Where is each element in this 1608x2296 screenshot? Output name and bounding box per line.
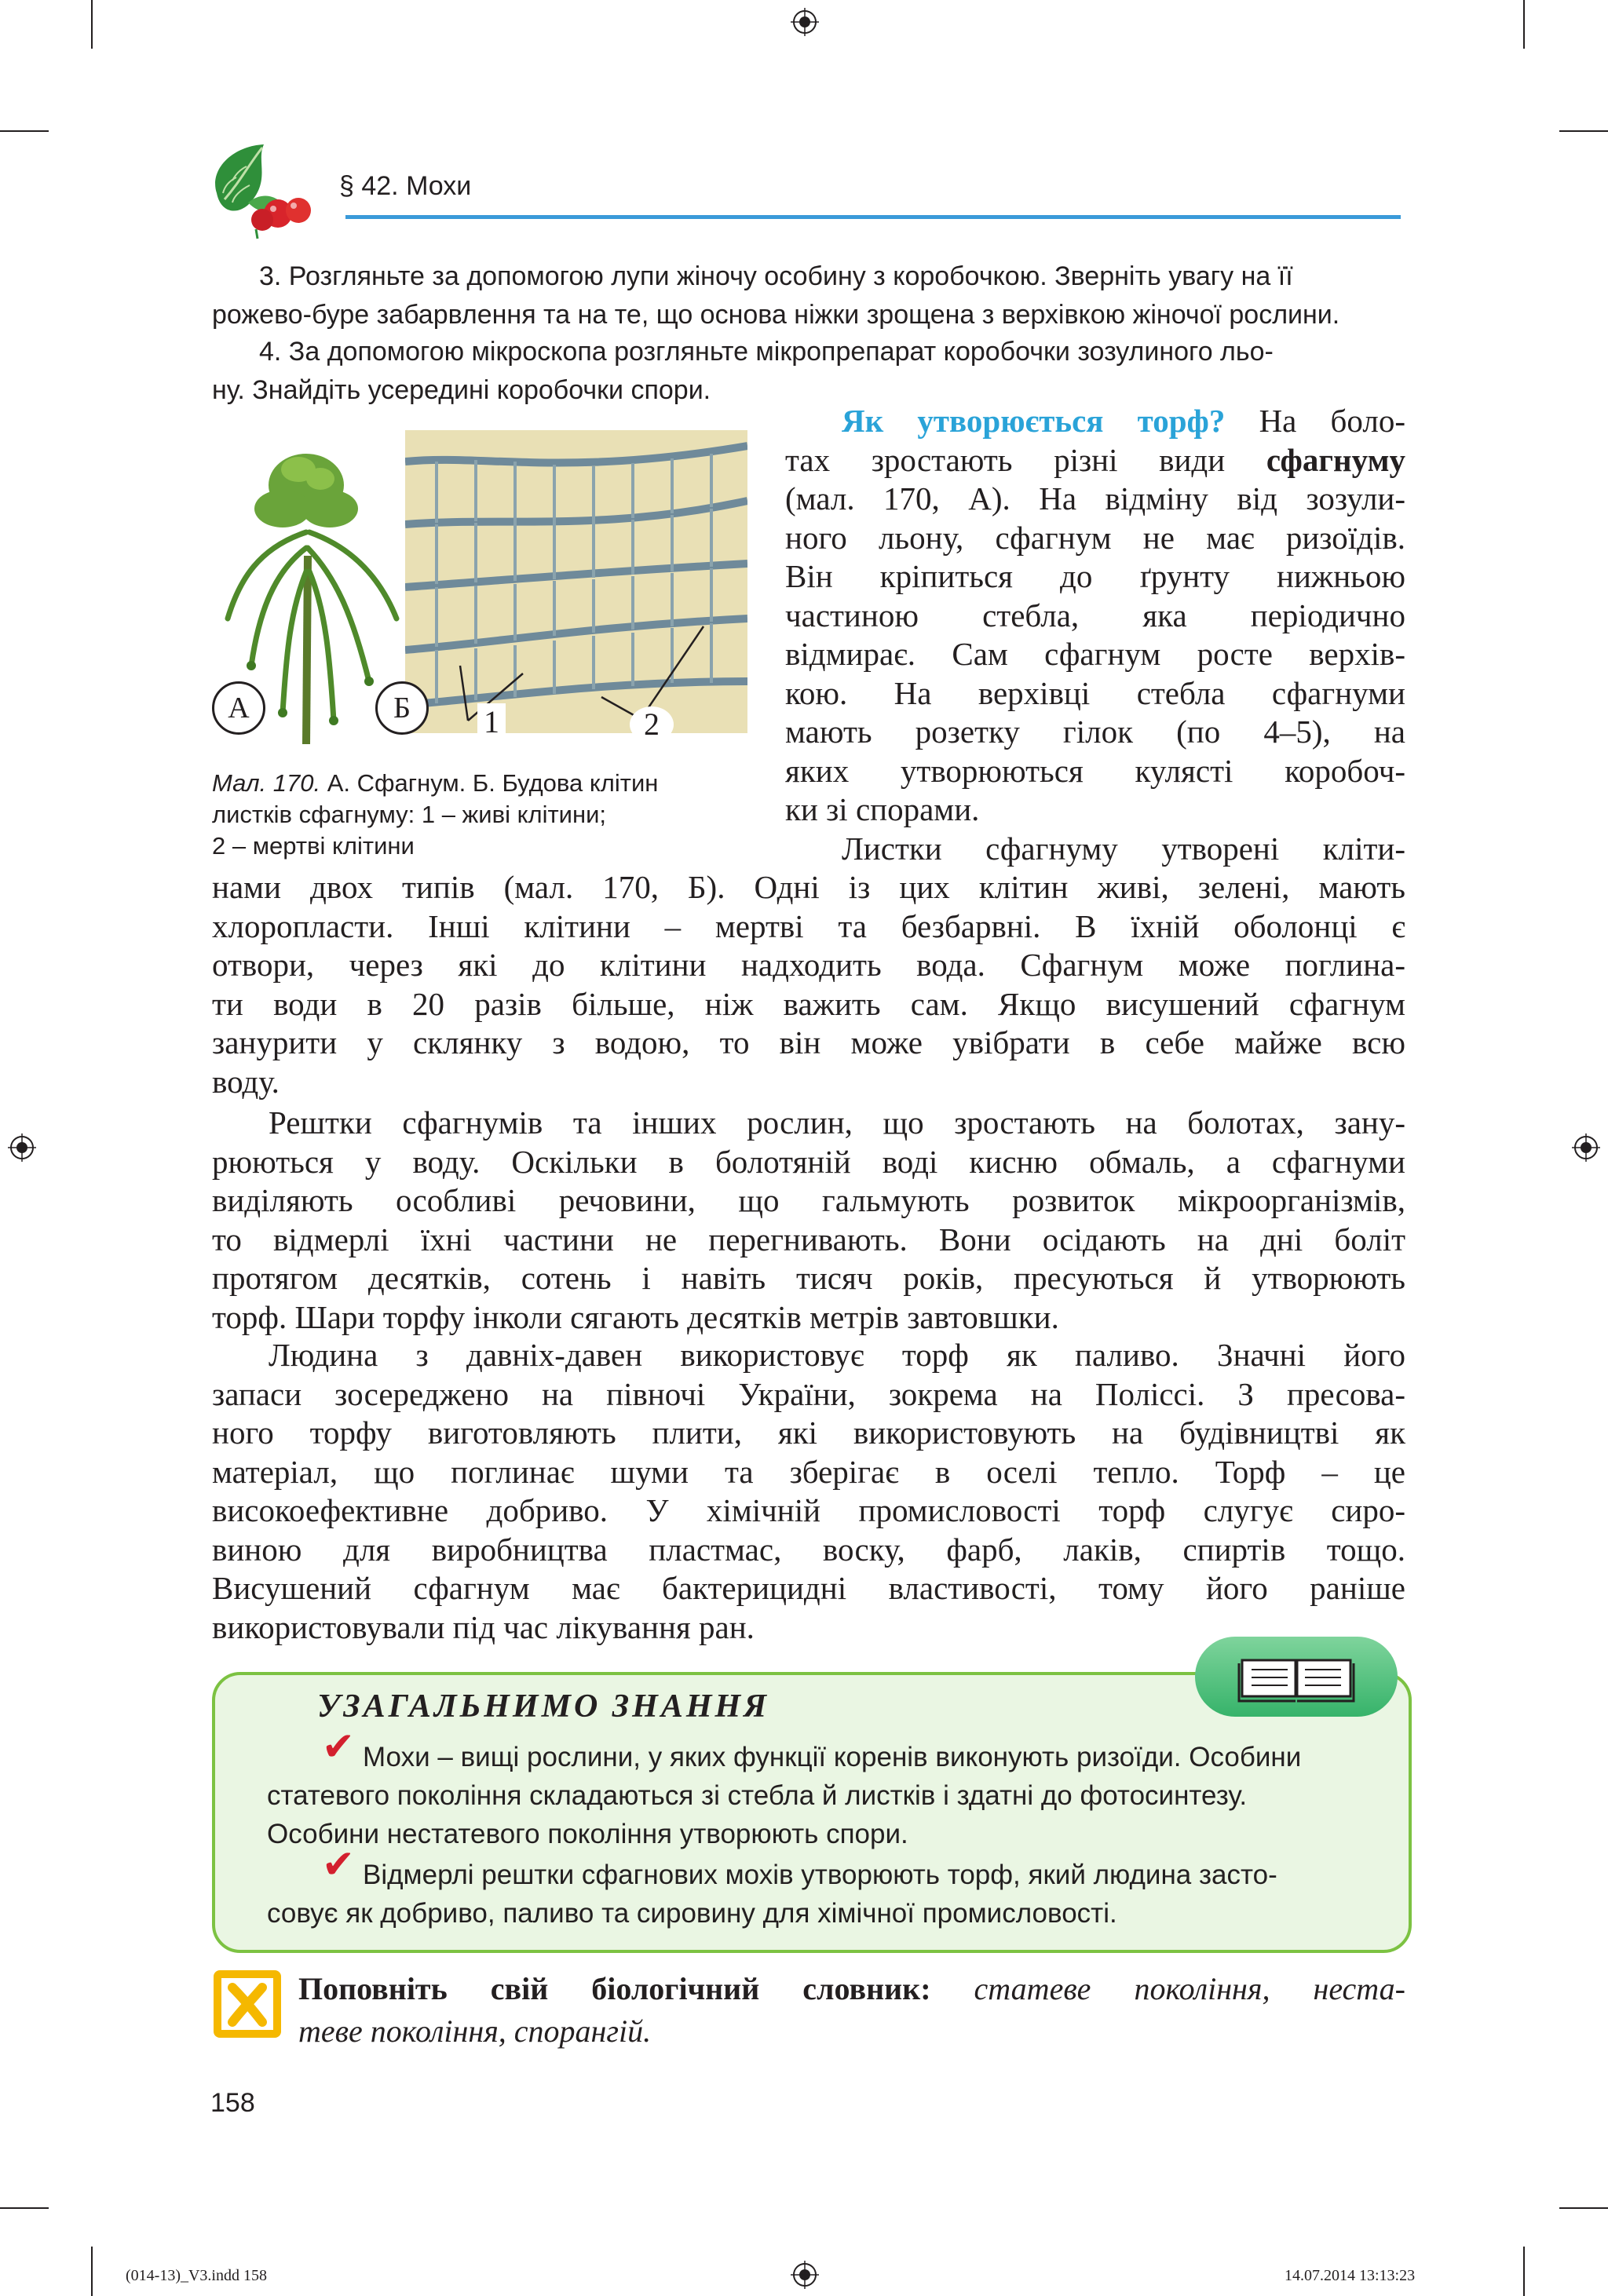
- caption-line: листків сфагнуму: 1 – живі клітини;: [212, 801, 607, 828]
- crop-mark: [91, 0, 93, 49]
- peat-question: Як утворюється торф?: [842, 403, 1226, 439]
- text-line: ки зі спорами.: [785, 791, 980, 827]
- text-line: протягом десятків, сотень і навіть тисяч років, пресуються й утворюють: [212, 1260, 1405, 1296]
- dictionary-lead: Поповніть свій біологічний словник:: [298, 1971, 931, 2006]
- text-line: запаси зосереджено на півночі України, зокрема на Поліссі. З пресова-: [212, 1375, 1405, 1412]
- text-line: яких утворюються кулясті коробоч-: [785, 752, 1405, 789]
- summary-item-2: [267, 1856, 1366, 1933]
- crop-mark: [1559, 130, 1608, 132]
- figure-170: [212, 430, 754, 744]
- dictionary-terms: теве покоління, спорангій.: [298, 2013, 652, 2049]
- section-title: § 42. Мохи: [339, 171, 472, 201]
- caption-lead: Мал. 170.: [212, 769, 321, 797]
- task-4: [212, 333, 1405, 410]
- peat-paragraph-1: [212, 868, 1405, 1101]
- text-line: мають розетку гілок (по 4–5), на: [785, 714, 1405, 750]
- text-line: Рештки сфагнумів та інших рослин, що зростають на болотах, зану-: [269, 1104, 1405, 1141]
- text-line: [298, 2010, 1405, 2053]
- text-line: 4. За допомогою мікроскопа розгляньте мікропрепарат коробочки зозулиного льо-: [259, 337, 1274, 367]
- crop-mark: [0, 130, 49, 132]
- footer-file: (014-13)_V3.indd 158: [126, 2267, 267, 2284]
- text-line: виною для виробництва пластмас, воску, фарб, лаків, спиртів тощо.: [212, 1531, 1405, 1568]
- registration-mark-icon: [791, 2261, 819, 2289]
- label-2: 2: [644, 706, 660, 742]
- text-line: ного льону, сфагнум не має ризоїдів.: [785, 519, 1405, 556]
- checkmark-icon: ✔: [322, 1724, 355, 1769]
- text-line: [785, 441, 1405, 480]
- text-line: рожево-буре забарвлення та на те, що основа ніжки зрощена з верхівкою жіночої рослини.: [212, 300, 1340, 330]
- task-3: [212, 257, 1405, 334]
- header-divider: [345, 215, 1401, 219]
- text-line: (мал. 170, А). На відміну від зозули-: [785, 480, 1405, 517]
- sphagnum-cells-micrograph: [405, 430, 747, 733]
- text-line: відмирає. Сам сфагнум росте верхів-: [785, 636, 1405, 672]
- text-line: то відмерлі їхні частини не перегнивають. Вони осідають на дні боліт: [212, 1221, 1405, 1258]
- text-line: ну. Знайдіть усередині коробочки спори.: [212, 375, 711, 405]
- text-line: занурити у склянку з водою, то він може увібрати в себе майже всю: [212, 1024, 1405, 1060]
- text-line: 3. Розгляньте за допомогою лупи жіночу особину з коробочкою. Зверніть увагу на її: [259, 261, 1293, 291]
- book-badge: [1195, 1637, 1398, 1717]
- text-fragment: На боло-: [1259, 403, 1405, 439]
- text-line: воду.: [212, 1063, 280, 1100]
- summary-title: УЗАГАЛЬНИМО ЗНАННЯ: [317, 1688, 770, 1725]
- label-b: Б: [393, 692, 411, 725]
- bold-term: сфагнуму: [1266, 441, 1406, 478]
- label-b-circle: [375, 681, 429, 735]
- text-line: матеріал, що поглинає шуми та зберігає в оселі тепло. Торф – це: [212, 1453, 1405, 1490]
- checkmark-icon: ✔: [322, 1842, 355, 1887]
- peat-intro-column: [785, 402, 1405, 868]
- dictionary-terms: статеве покоління, неста-: [974, 1971, 1405, 2006]
- summary-item-1: [267, 1738, 1366, 1853]
- text-line: Особини нестатевого покоління утворюють спори.: [267, 1819, 908, 1849]
- text-line: рюються у воду. Оскільки в болотяній воді кисню обмаль, а сфагнуми: [212, 1143, 1405, 1180]
- text-line: ти води в 20 разів більше, ніж важить сам. Якщо висушений сфагнум: [212, 985, 1405, 1022]
- label-2-circle: [630, 706, 674, 743]
- label-a: А: [228, 692, 250, 725]
- peat-paragraph-3: [212, 1336, 1405, 1647]
- page-number: 158: [210, 2088, 255, 2118]
- crop-mark: [1559, 2207, 1608, 2209]
- crop-mark: [91, 2247, 93, 2296]
- peat-paragraph-2: [212, 1104, 1405, 1337]
- caption-line: 2 – мертві клітини: [212, 832, 415, 860]
- registration-mark-icon: [8, 1133, 36, 1162]
- text-line: кою. На верхівці стебла сфагнуми: [785, 674, 1405, 711]
- text-line: хлоропласти. Інші клітини – мертві та безбарвні. В їхній оболонці є: [212, 907, 1405, 944]
- crop-mark: [0, 2207, 49, 2209]
- figure-caption: [212, 768, 754, 862]
- footer-date: 14.07.2014 13:13:23: [1285, 2267, 1416, 2284]
- text-line: частиною стебла, яка періодично: [785, 597, 1405, 633]
- text-line: ного торфу виготовляють плити, які використовують на будівництві як: [212, 1414, 1405, 1451]
- crop-mark: [1523, 0, 1525, 49]
- leaf-berries-emblem-icon: [201, 138, 319, 240]
- text-line: статевого покоління складаються зі стебла й листків і здатні до фотосинтезу.: [267, 1780, 1248, 1811]
- text-line: Людина з давніх-давен використовує торф як паливо. Значні його: [269, 1337, 1405, 1373]
- text-line: совує як добриво, паливо та сировину для хімічної промисловості.: [267, 1898, 1117, 1929]
- crop-mark: [1523, 2247, 1525, 2296]
- text-line: отвори, через які до клітини надходить вода. Сфагнум може поглина-: [212, 947, 1405, 983]
- text-line: виділяють особливі речовини, що гальмують розвиток мікроорганізмів,: [212, 1182, 1405, 1218]
- text-line: високоефективне добриво. У хімічній промисловості торф слугує сиро-: [212, 1492, 1405, 1528]
- text-fragment: тах зростають різні види: [785, 441, 1226, 478]
- cross-mark-icon: [214, 1970, 281, 2038]
- dictionary-icon: [214, 1970, 281, 2038]
- text-line: використовували під час лікування ран.: [212, 1608, 755, 1645]
- open-book-icon: [1195, 1637, 1398, 1717]
- text-line: Він кріпиться до ґрунту нижньою: [785, 558, 1405, 594]
- caption-line: [212, 768, 754, 799]
- label-a-circle: [212, 681, 265, 735]
- text-line: [785, 402, 1405, 441]
- registration-mark-icon: [791, 8, 819, 36]
- text-line: Мохи – вищі рослини, у яких функції коренів виконують ризоїди. Особини: [363, 1742, 1302, 1772]
- text-line: Листки сфагнуму утворені клiти-: [842, 830, 1405, 867]
- text-line: Висушений сфагнум має бактерицидні властивості, тому його раніше: [212, 1570, 1405, 1606]
- text-line: торф. Шари торфу інколи сягають десятків метрів завтовшки.: [212, 1298, 1059, 1335]
- label-1: 1: [477, 703, 506, 740]
- dictionary-text: [298, 1968, 1405, 2053]
- text-line: нами двох типів (мал. 170, Б). Одні із цих клітин живі, зелені, мають: [212, 869, 1405, 905]
- text-line: [298, 1968, 1405, 2010]
- caption-text: А. Сфагнум. Б. Будова клітин: [327, 769, 659, 797]
- text-line: Відмерлі рештки сфагнових мохів утворюють торф, який людина засто-: [363, 1860, 1277, 1890]
- registration-mark-icon: [1572, 1133, 1600, 1162]
